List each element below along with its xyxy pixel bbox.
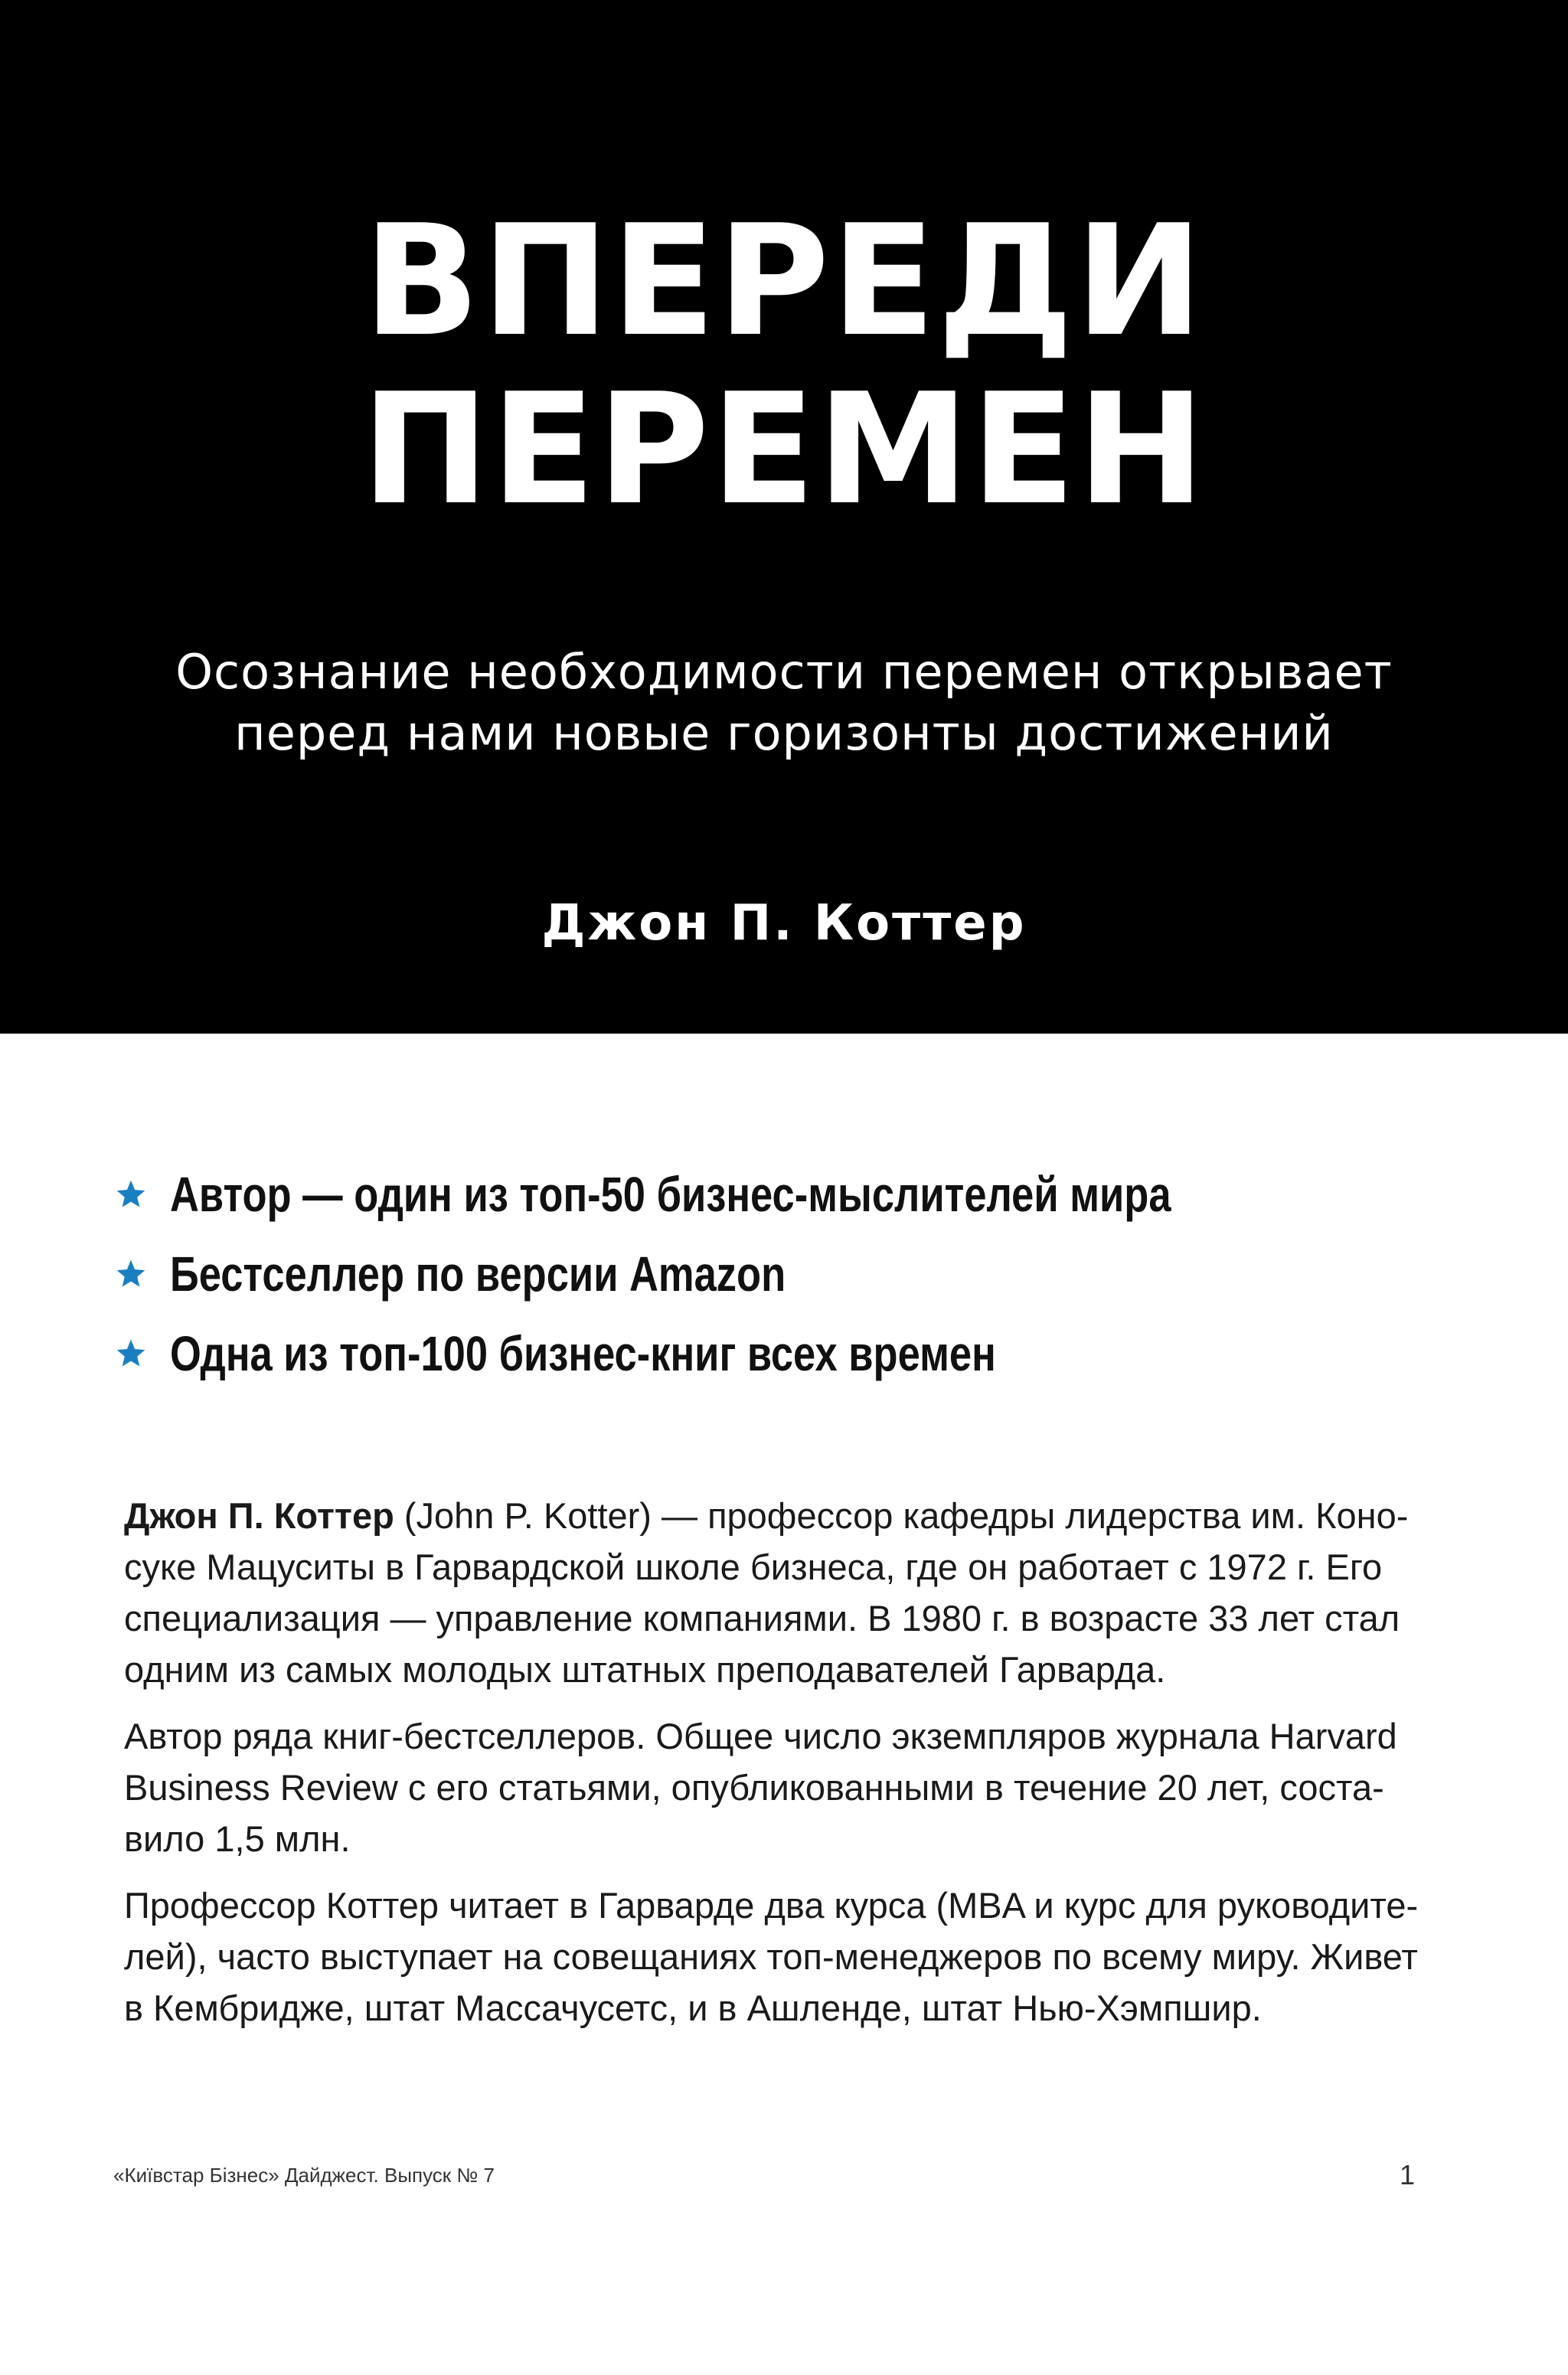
bio-line: специализация — управление компаниями. В 1980 г. в возрасте 33 лет стал xyxy=(124,1598,1400,1638)
bio-paragraph-1 xyxy=(124,1490,1426,1695)
bio-line: одним из самых молодых штатных преподавателей Гарварда. xyxy=(124,1649,1166,1690)
bio-line: лей), часто выступает на совещаниях топ-менеджеров по всему миру. Живет xyxy=(124,1936,1418,1977)
cover-hero xyxy=(0,0,1568,1034)
bio-line xyxy=(124,1490,1426,1541)
book-title-line-1: ВПЕРЕДИ xyxy=(363,192,1205,371)
highlight-item xyxy=(115,1234,1478,1314)
footer-publication: «Київстар Бізнес» Дайджест. Выпуск № 7 xyxy=(113,2164,495,2187)
book-subtitle-line-2: перед нами новые горизонты достижений xyxy=(234,705,1334,761)
bio-line: Профессор Коттер читает в Гарварде два курса (MBA и курс для руководите- xyxy=(124,1885,1419,1926)
bio-line: вило 1,5 млн. xyxy=(124,1818,351,1859)
book-subtitle-line-1: Осознание необходимости перемен открывает xyxy=(175,644,1393,700)
bio-author-name: Джон П. Коттер xyxy=(124,1495,394,1536)
highlights-list xyxy=(115,1155,1478,1393)
book-title-line-2: ПЕРЕМЕН xyxy=(361,361,1207,539)
star-icon xyxy=(115,1258,147,1290)
page-number: 1 xyxy=(1399,2159,1415,2190)
highlight-item xyxy=(115,1155,1478,1234)
bio-paragraph-3 xyxy=(124,1880,1426,2034)
book-subtitle xyxy=(0,642,1568,764)
star-icon xyxy=(115,1178,147,1210)
bio-line: в Кембридже, штат Массачусетс, и в Ашленде, штат Нью-Хэмпшир. xyxy=(124,1988,1262,2028)
author-bio xyxy=(124,1490,1426,2049)
bio-line: суке Мацуситы в Гарвардской школе бизнеса, где он работает с 1972 г. Его xyxy=(124,1547,1383,1587)
book-author: Джон П. Коттер xyxy=(541,895,1027,952)
highlight-text: Одна из топ-100 бизнес-книг всех времен xyxy=(170,1326,996,1381)
highlight-item xyxy=(115,1314,1478,1393)
bio-line-text: (John P. Kotter) — профессор кафедры лидерства им. Коно- xyxy=(394,1495,1409,1536)
star-icon xyxy=(115,1338,147,1370)
bio-paragraph-2 xyxy=(124,1710,1426,1864)
book-title xyxy=(0,192,1568,539)
bio-line: Business Review с его статьями, опубликованными в течение 20 лет, соста- xyxy=(124,1767,1384,1808)
highlight-text: Автор — один из топ-50 бизнес-мыслителей мира xyxy=(170,1167,1171,1222)
highlight-text: Бестселлер по версии Amazon xyxy=(170,1246,786,1302)
bio-line: Автор ряда книг-бестселлеров. Общее число экземпляров журнала Harvard xyxy=(124,1716,1397,1756)
